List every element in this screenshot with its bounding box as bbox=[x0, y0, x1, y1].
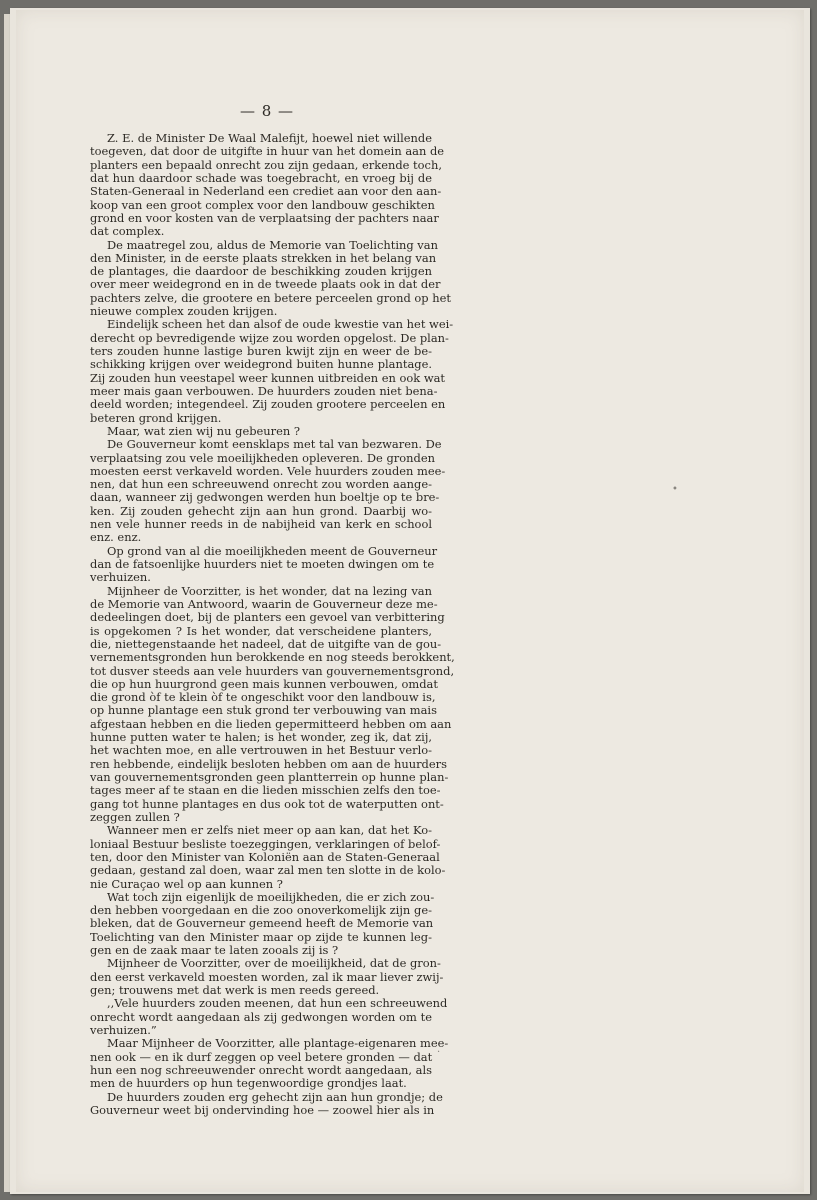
text-line: Mijnheer de Voorzitter, over de moeilijkheid, dat de gron- bbox=[107, 956, 441, 971]
text-line: over meer weidegrond en in de tweede plaats ook in dat der bbox=[90, 277, 441, 292]
text-line: Mijnheer de Voorzitter, is het wonder, dat na lezing van bbox=[107, 583, 432, 598]
text-line: nen ook — en ik durf zeggen op veel betere gronden — dat bbox=[90, 1049, 433, 1064]
text-line: De Gouverneur komt eensklaps met tal van bezwaren. De bbox=[107, 437, 442, 452]
text-line: die, niettegenstaande het nadeel, dat de uitgifte van de gou- bbox=[90, 636, 442, 651]
text-line: beteren grond krijgen. bbox=[90, 410, 222, 425]
text-line: daan, wanneer zij gedwongen werden hun boeltje op te bre- bbox=[90, 490, 440, 505]
text-line: hun een nog schreeuwender onrecht wordt aangedaan, als bbox=[90, 1062, 432, 1077]
text-line: schikking krijgen over weidegrond buiten hunne plantage. bbox=[90, 357, 432, 372]
text-line: ters zouden hunne lastige buren kwijt zijn en weer de be- bbox=[90, 344, 432, 358]
text-line: onrecht wordt aangedaan als zij gedwongen worden om te bbox=[90, 1009, 432, 1024]
text-line: ken. Zij zouden gehecht zijn aan hun grond. Daarbij wo- bbox=[90, 503, 432, 518]
text-line: De huurders zouden erg gehecht zijn aan hun grondje; de bbox=[107, 1089, 443, 1104]
text-line: op hunne plantage een stuk grond ter verbouwing van mais bbox=[90, 703, 437, 718]
text-line: Zij zouden hun veestapel weer kunnen uitbreiden en ook wat bbox=[90, 370, 446, 385]
text-line: die grond òf te klein òf te ongeschikt voor den landbouw is, bbox=[90, 690, 436, 705]
text-line: dedeelingen doet, bij de planters een gevoel van verbittering bbox=[90, 610, 445, 625]
text-line: hunne putten water te halen; is het wonder, zeg ik, dat zij, bbox=[90, 730, 432, 745]
body-text bbox=[90, 131, 455, 1117]
text-line: vernementsgronden hun berokkende en nog steeds berokkent, bbox=[90, 650, 455, 665]
speck-mark: · bbox=[437, 1047, 441, 1058]
text-line: derecht op bevredigende wijze zou worden opgelost. De plan- bbox=[90, 330, 449, 345]
text-line: gang tot hunne plantages en dus ook tot de waterputten ont- bbox=[90, 796, 444, 811]
text-line: Eindelijk scheen het dan alsof de oude kwestie van het wei- bbox=[107, 317, 454, 332]
text-line: ren hebbende, eindelijk besloten hebben om aan de huurders bbox=[90, 756, 447, 771]
text-line: ,,Vele huurders zouden meenen, dat hun een schreeuwend bbox=[107, 996, 448, 1011]
document-page bbox=[16, 10, 804, 1192]
text-line: van gouvernementsgronden geen plantterrein op hunne plan- bbox=[90, 770, 449, 784]
text-line: afgestaan hebben en die lieden gepermitteerd hebben om aan bbox=[90, 716, 452, 731]
text-line: verplaatsing zou vele moeilijkheden opleveren. De gronden bbox=[90, 450, 435, 465]
text-line: Toelichting van den Minister maar op zijde te kunnen leg- bbox=[90, 929, 432, 944]
text-line: het wachten moe, en alle vertrouwen in het Bestuur verlo- bbox=[90, 743, 432, 758]
speck-mark: • bbox=[672, 484, 678, 495]
text-line: nie Curaçao wel op aan kunnen ? bbox=[90, 876, 283, 891]
text-line: dan de fatsoenlijke huurders niet te moeten dwingen om te bbox=[90, 557, 435, 571]
text-line: Wanneer men er zelfs niet meer op aan kan, dat het Ko- bbox=[107, 823, 432, 838]
text-line: gen en de zaak maar te laten zooals zij is ? bbox=[90, 943, 339, 958]
text-line: Staten-Generaal in Nederland een crediet aan voor den aan- bbox=[90, 184, 442, 199]
text-line: deeld worden; integendeel. Zij zouden grootere perceelen en bbox=[90, 397, 446, 412]
text-line: De maatregel zou, aldus de Memorie van Toelichting van bbox=[107, 237, 438, 252]
text-line: Op grond van al die moeilijkheden meent de Gouverneur bbox=[107, 543, 438, 558]
text-line: is opgekomen ? Is het wonder, dat verscheidene planters, bbox=[90, 623, 432, 638]
text-line: toegeven, dat door de uitgifte in huur van het domein aan de bbox=[90, 144, 445, 159]
text-line: verhuizen. bbox=[90, 570, 151, 585]
text-line: den Minister, in de eerste plaats strekken in het belang van bbox=[90, 250, 437, 265]
text-line: nen vele hunner reeds in de nabijheid van kerk en school bbox=[90, 517, 432, 532]
text-line: gedaan, gestand zal doen, waar zal men ten slotte in de kolo- bbox=[90, 863, 446, 878]
page-number: — 8 — bbox=[239, 102, 295, 120]
text-line: Maar, wat zien wij nu gebeuren ? bbox=[107, 423, 301, 438]
text-line: verhuizen.” bbox=[90, 1022, 157, 1037]
text-line: gen; trouwens met dat werk is men reeds gereed. bbox=[90, 983, 380, 997]
text-line: nieuwe complex zouden krijgen. bbox=[90, 304, 278, 319]
text-line: Wat toch zijn eigenlijk de moeilijkheden, die er zich zou- bbox=[107, 889, 435, 904]
text-line: de Memorie van Antwoord, waarin de Gouverneur deze me- bbox=[90, 596, 438, 611]
text-line: enz. enz. bbox=[90, 530, 142, 545]
text-line: die op hun huurgrond geen mais kunnen verbouwen, omdat bbox=[90, 676, 438, 691]
text-line: dat complex. bbox=[90, 224, 165, 239]
text-line: nen, dat hun een schreeuwend onrecht zou worden aange- bbox=[90, 477, 432, 492]
text-line: tot dusver steeds aan vele huurders van gouvernementsgrond, bbox=[90, 663, 455, 678]
text-line: koop van een groot complex voor den landbouw geschikten bbox=[90, 197, 435, 212]
text-line: de plantages, die daardoor de beschikking zouden krijgen bbox=[90, 264, 432, 279]
text-line: tages meer af te staan en die lieden misschien zelfs den toe- bbox=[90, 783, 441, 798]
text-line: Z. E. de Minister De Waal Malefijt, hoewel niet willende bbox=[107, 131, 432, 145]
text-line: planters een bepaald onrecht zou zijn gedaan, erkende toch, bbox=[90, 157, 442, 172]
text-line: meer mais gaan verbouwen. De huurders zouden niet bena- bbox=[90, 383, 438, 398]
text-line: den eerst verkaveld moesten worden, zal ik maar liever zwij- bbox=[90, 969, 444, 984]
text-line: bleken, dat de Gouverneur gemeend heeft de Memorie van bbox=[90, 916, 434, 931]
text-line: Maar Mijnheer de Voorzitter, alle plantage-eigenaren mee- bbox=[107, 1036, 449, 1051]
text-line: men de huurders op hun tegenwoordige grondjes laat. bbox=[90, 1076, 407, 1091]
text-line: zeggen zullen ? bbox=[90, 809, 180, 824]
text-line: ten, door den Minister van Koloniën aan de Staten-Generaal bbox=[90, 849, 440, 864]
text-line: loniaal Bestuur besliste toezeggingen, verklaringen of belof- bbox=[90, 836, 441, 851]
text-line: grond en voor kosten van de verplaatsing der pachters naar bbox=[90, 210, 439, 225]
text-line: moesten eerst verkaveld worden. Vele huurders zouden mee- bbox=[90, 463, 446, 478]
text-line: dat hun daardoor schade was toegebracht, en vroeg bij de bbox=[90, 170, 432, 185]
text-line: den hebben voorgedaan en die zoo onoverkomelijk zijn ge- bbox=[90, 903, 432, 918]
text-line: Gouverneur weet bij ondervinding hoe — zoowel hier als in bbox=[90, 1102, 435, 1117]
text-line: pachters zelve, die grootere en betere perceelen grond op het bbox=[90, 290, 451, 305]
